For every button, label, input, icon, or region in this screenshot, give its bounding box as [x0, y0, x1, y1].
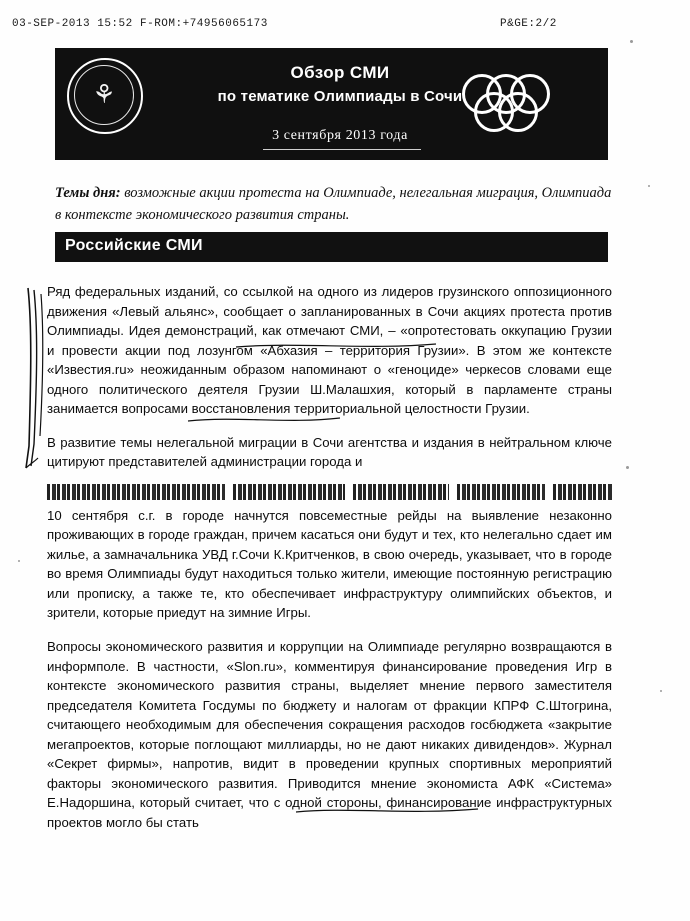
redacted-line	[47, 482, 612, 504]
scan-speck	[18, 560, 20, 562]
section-heading-label: Российские СМИ	[65, 237, 203, 254]
olympic-rings-icon	[462, 74, 590, 136]
document-subtitle: по тематике Олимпиады в Сочи	[217, 87, 463, 105]
document-title: Обзор СМИ	[290, 63, 390, 82]
fax-sender: F-ROM:+74956065173	[140, 18, 268, 30]
fax-page-number: P&GE:2/2	[500, 18, 557, 30]
topics-label: Темы дня:	[55, 185, 121, 201]
topics-of-the-day	[55, 182, 615, 227]
date-underline	[263, 149, 421, 150]
paragraph-3: 10 сентября с.г. в городе начнутся повсеместные рейды на выявление незаконно проживающих в городе граждан, причем касаться они будут и тех, кто нелегально сдает им жилье, а замначальника УВД г.Сочи К.Критченков, в свою очередь, указывает, что в городе во время Олимпиады будут находиться только жители, имеющие постоянную регистрацию или прописку, а также те, кто обеспечивает инфраструктуру олимпийских объектов, и зрители, которые приедут на зимние Игры.	[47, 507, 612, 621]
scan-speck	[630, 40, 633, 43]
document-date: 3 сентября 2013 года	[272, 128, 408, 143]
section-heading-russian-media	[55, 232, 608, 262]
topics-text: возможные акции протеста на Олимпиаде, нелегальная миграция, Олимпиада в контексте экономического развития страны.	[55, 185, 612, 224]
handwritten-margin-marks	[22, 286, 48, 471]
scan-speck	[626, 466, 629, 469]
fax-date: 03-SEP-2013 15:52	[12, 18, 133, 30]
redacted-line-text	[47, 485, 612, 499]
article-body	[47, 282, 612, 846]
paragraph-4: Вопросы экономического развития и коррупции на Олимпиаде регулярно возвращаются в информполе. В частности, «Slon.ru», комментируя финансирование проведения Игр в контексте экономического развития страны, выделяет мнение первого заместителя председателя Комитета Госдумы по бюджету и налогам от фракции КПРФ С.Штогрина, считающего необходимым для обеспечения сокращения расходов госбюджета «закрытие мегапроектов, которые поглощают миллиарды, но не дают никаких дивидендов». Журнал «Секрет фирмы», напротив, видит в проведении крупных спортивных мероприятий факторы экономического развития. Приводится мнение экономиста АФК «Система» Е.Надоршина, который считает, что с одной стороны, финансирование инфраструктурных проектов могло бы стать	[47, 638, 612, 830]
paragraph-2: В развитие темы нелегальной миграции в Сочи агентства и издания в нейтральном ключе цитируют представителей администрации города и	[47, 434, 612, 470]
title-banner	[55, 48, 608, 160]
banner-title-group	[185, 62, 495, 107]
fax-header	[0, 18, 690, 36]
russian-coat-of-arms-seal-icon: ⚘	[67, 58, 143, 134]
scan-speck	[660, 690, 662, 692]
scan-speck	[648, 185, 650, 187]
paragraph-1: Ряд федеральных изданий, со ссылкой на одного из лидеров грузинского оппозиционного движения «Левый альянс», сообщает о запланированных в Сочи акциях протеста против Олимпиады. Идея демонстраций, как отмечают СМИ, – «опротестовать оккупацию Грузии и провести акции под лозунгом «Абхазия – территория Грузии». В этом же контексте «Известия.ru» неожиданным образом напоминают о «геноциде» черкесов словами еще одного политического деятеля Грузии Ш.Малашхия, который в парламенте страны занимается вопросами восстановления территориальной целостности Грузии.	[47, 284, 612, 417]
